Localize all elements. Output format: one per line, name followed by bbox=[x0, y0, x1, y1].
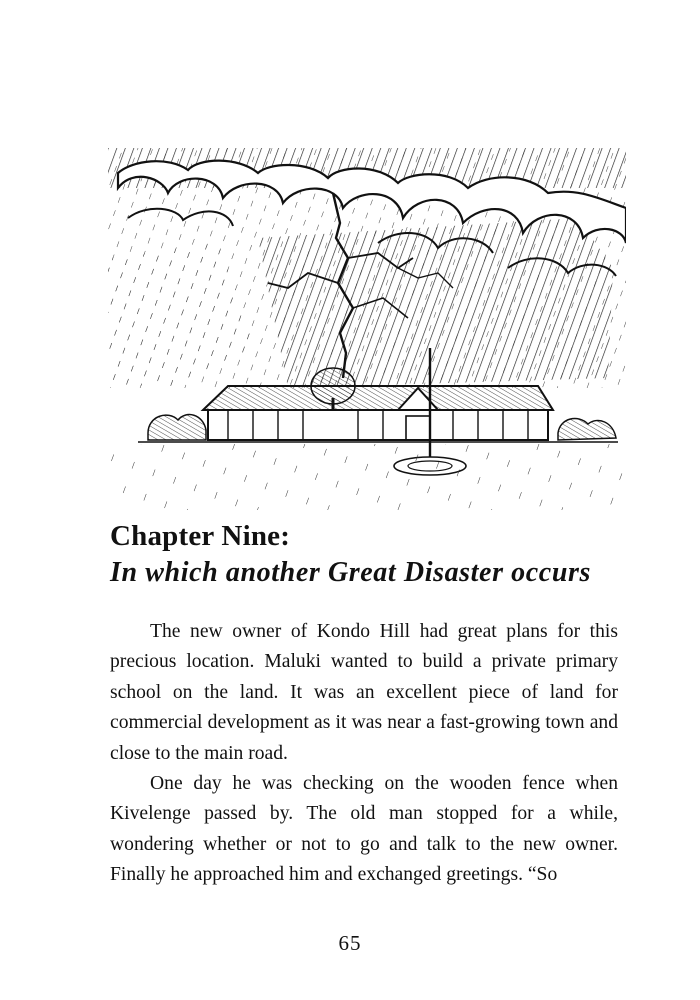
paragraph: One day he was checking on the wooden fence when Kivelenge passed by. The old man stopped for a while, wondering whether or not to go and talk to the new owner. Finally he approached him and exchanged greetings. “So bbox=[110, 773, 618, 886]
chapter-title: Chapter Nine: bbox=[110, 520, 291, 552]
paragraph: The new owner of Kondo Hill had great plans for this precious location. Maluki wanted to build a private primary school on the land. It was an excellent piece of land for commercial development as it was near a fast-growing town and close to the main road. bbox=[110, 621, 618, 764]
page-number: 65 bbox=[338, 931, 362, 955]
body-text bbox=[110, 617, 618, 891]
storm-lightning-school-icon bbox=[108, 148, 626, 510]
chapter-subtitle: In which another Great Disaster occurs bbox=[110, 557, 591, 588]
storm-illustration bbox=[108, 148, 626, 510]
